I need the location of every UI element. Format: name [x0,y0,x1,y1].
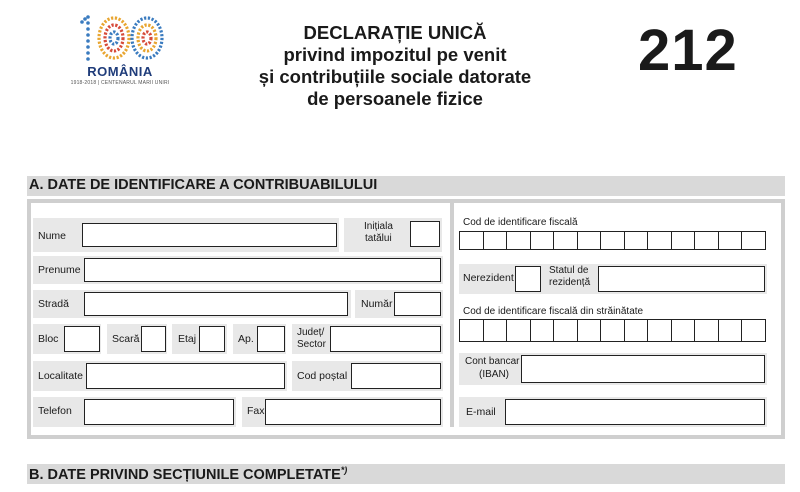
cod-postal-field[interactable] [351,363,441,389]
section-b-header [27,464,785,484]
nume-field[interactable] [82,223,337,247]
scara-label: Scară [112,333,140,345]
localitate-field[interactable] [86,363,285,389]
column-divider [450,203,454,427]
logo-country-name: ROMÂNIA [87,64,153,79]
cif-strainatate-label: Cod de identificare fiscală din străinătate [463,306,644,317]
localitate-label: Localitate [38,370,83,382]
fax-field[interactable] [265,399,441,425]
bloc-field[interactable] [64,326,100,352]
email-field[interactable] [505,399,765,425]
statut-label-2: rezidență [549,277,591,288]
title-line-3: și contribuțiile sociale datorate [258,66,532,87]
prenume-field[interactable] [84,258,441,282]
iban-label-1: Cont bancar [465,356,520,367]
section-b-footnote-mark: *) [340,465,348,475]
initiala-label-1: Inițiala [364,221,393,232]
document-title [200,22,590,110]
numar-label: Număr [361,298,393,310]
telefon-label: Telefon [38,405,72,417]
strada-field[interactable] [84,292,348,316]
nerezident-checkbox[interactable] [515,266,541,292]
cif-strainatate-field[interactable] [459,319,766,342]
nerezident-label: Nerezident [463,272,514,284]
judet-label-2: Sector [297,339,326,350]
strada-label: Stradă [38,298,69,310]
ap-field[interactable] [257,326,285,352]
etaj-field[interactable] [199,326,225,352]
statut-field[interactable] [598,266,765,292]
section-b-title: B. DATE PRIVIND SECȚIUNILE COMPLETATE [29,466,341,483]
iban-label-2: (IBAN) [479,369,509,380]
section-a-title: A. DATE DE IDENTIFICARE A CONTRIBUABILULUI [29,177,378,193]
logo-100-graphic [74,14,166,64]
cif-field[interactable] [459,231,766,250]
etaj-label: Etaj [178,333,197,345]
title-line-2: privind impozitul pe venit [283,44,507,65]
scara-field[interactable] [141,326,166,352]
section-b-title-wrap [27,465,347,483]
statut-label-1: Statul de [549,265,589,276]
nume-label: Nume [38,230,67,242]
logo-tagline: 1918-2018 | CENTENARUL MARII UNIRI [70,80,170,86]
judet-field[interactable] [330,326,441,352]
ap-label: Ap. [238,333,254,345]
numar-field[interactable] [394,292,441,316]
judet-label-1: Județ/ [297,327,325,338]
form-number: 212 [638,18,738,83]
title-line-1: DECLARAȚIE UNICĂ [303,22,487,43]
email-label: E-mail [466,406,496,418]
title-line-4: de persoanele fizice [307,88,483,109]
initiala-label-2: tatălui [365,233,392,244]
bloc-label: Bloc [38,333,59,345]
iban-field[interactable] [521,355,765,383]
cif-label: Cod de identificare fiscală [463,217,578,228]
cod-postal-label: Cod poștal [297,370,348,382]
prenume-label: Prenume [38,264,81,276]
telefon-field[interactable] [84,399,234,425]
initiala-field[interactable] [410,221,440,247]
fax-label: Fax [247,405,265,417]
section-a-header [27,176,785,196]
